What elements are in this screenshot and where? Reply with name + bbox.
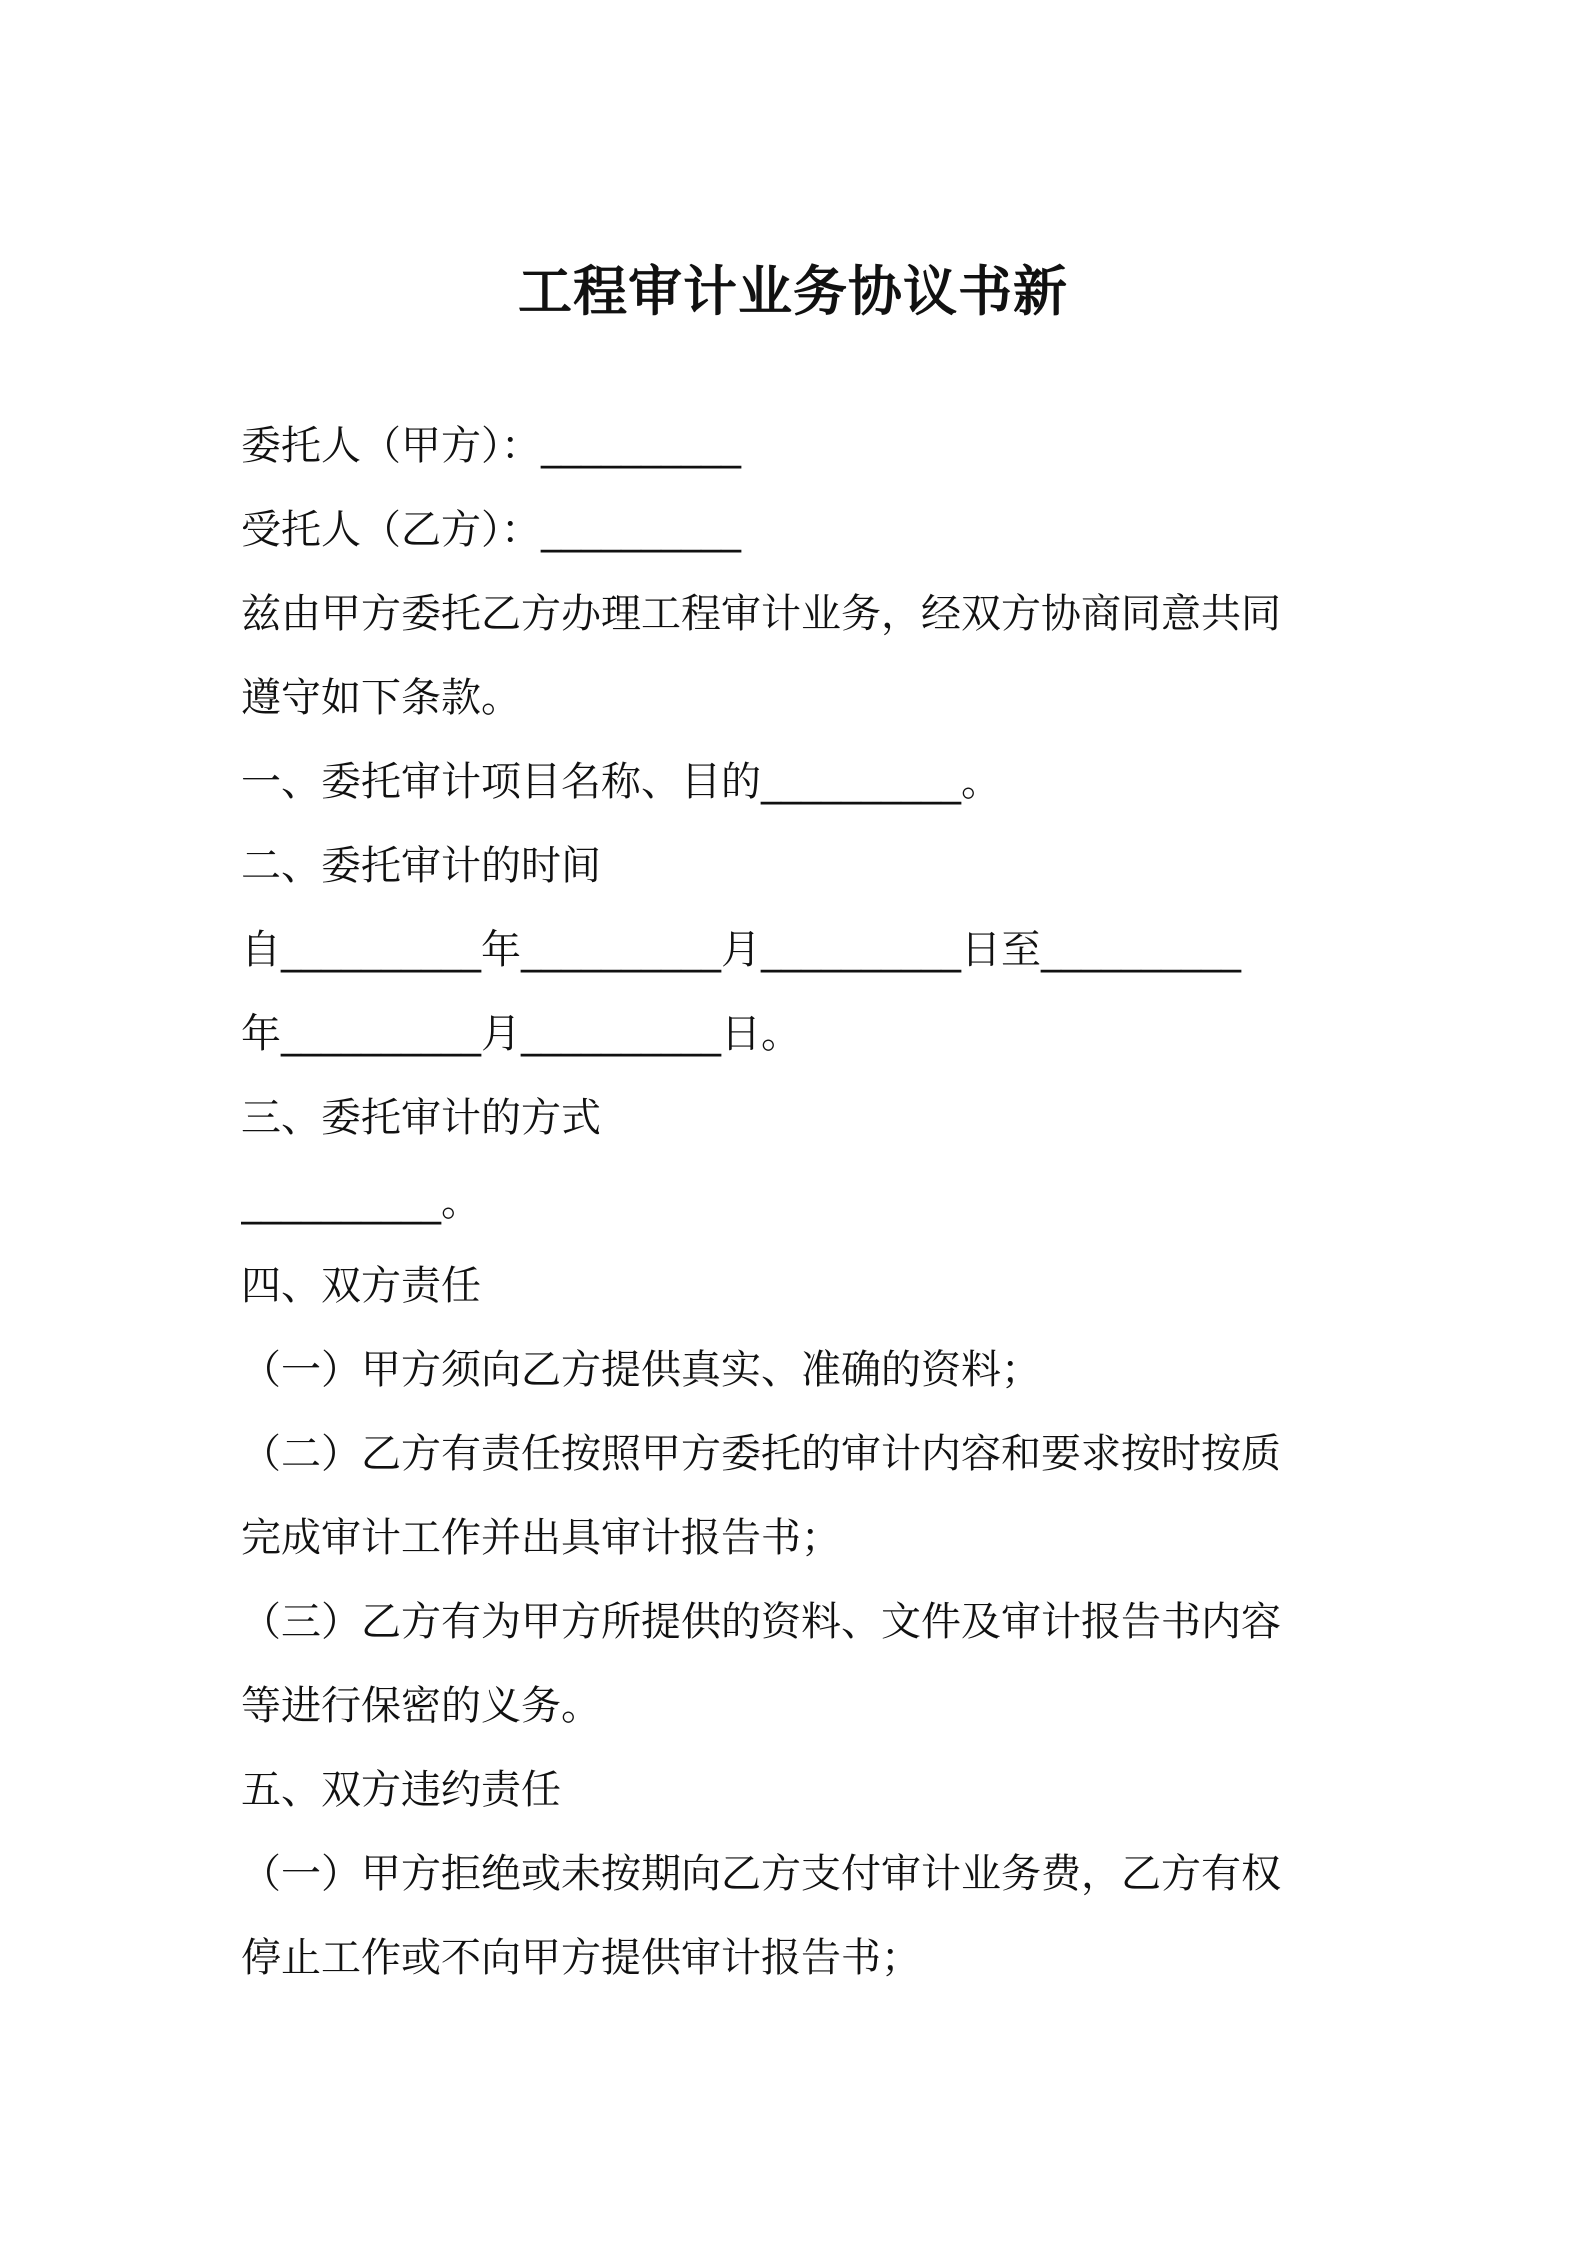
intro-line-1: 兹由甲方委托乙方办理工程审计业务，经双方协商同意共同 <box>241 591 1281 637</box>
responsibility-item-2-line-2: 完成审计工作并出具审计报告书； <box>241 1515 841 1561</box>
document-body <box>241 404 1361 2000</box>
breach-item-1-line-2: 停止工作或不向甲方提供审计报告书； <box>241 1935 921 1981</box>
intro-line-2: 遵守如下条款。 <box>241 675 521 721</box>
party-a-line: 委托人（甲方）：__________ <box>241 423 741 469</box>
section-1-heading: 一、委托审计项目名称、目的__________。 <box>241 759 1001 805</box>
audit-period-line-2: 年__________月__________日。 <box>241 1011 801 1057</box>
section-3-heading: 三、委托审计的方式 <box>241 1095 601 1141</box>
section-2-heading: 二、委托审计的时间 <box>241 843 601 889</box>
responsibility-item-2-line-1: （二）乙方有责任按照甲方委托的审计内容和要求按时按质 <box>241 1431 1281 1477</box>
responsibility-item-3-line-1: （三）乙方有为甲方所提供的资料、文件及审计报告书内容 <box>241 1599 1281 1645</box>
section-5-heading: 五、双方违约责任 <box>241 1767 561 1813</box>
section-4-heading: 四、双方责任 <box>241 1263 481 1309</box>
breach-item-1-line-1: （一）甲方拒绝或未按期向乙方支付审计业务费，乙方有权 <box>241 1851 1281 1897</box>
responsibility-item-1: （一）甲方须向乙方提供真实、准确的资料； <box>241 1347 1041 1393</box>
audit-period-line-1: 自__________年__________月__________日至__________ <box>241 927 1241 973</box>
party-b-line: 受托人（乙方）：__________ <box>241 507 741 553</box>
document-title: 工程审计业务协议书新 <box>518 260 1068 323</box>
audit-method-blank: __________。 <box>241 1179 481 1225</box>
responsibility-item-3-line-2: 等进行保密的义务。 <box>241 1683 601 1729</box>
